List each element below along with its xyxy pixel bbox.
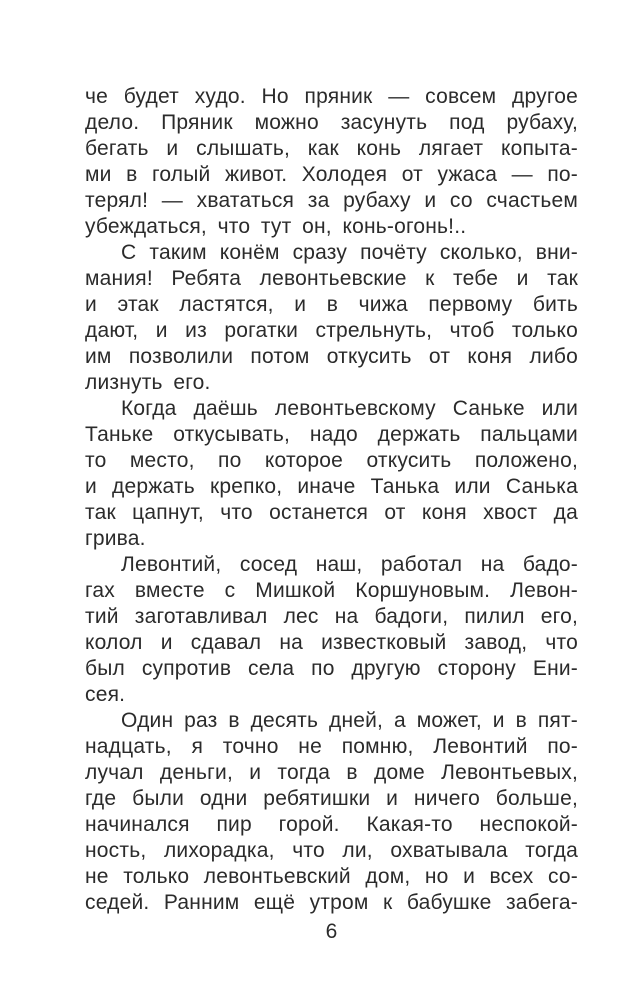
text-line: лизнуть его. (85, 371, 211, 394)
text-line: Когда даёшь левонтьевскому Саньке или (121, 397, 578, 420)
text-line: им позволили потом откусить от коня либо (85, 345, 578, 368)
text-line: С таким конём сразу почёту сколько, вни- (121, 241, 578, 264)
text-line: че будет худо. Но пряник — совсем другое (85, 85, 578, 108)
text-line: колол и сдавал на известковый завод, что (85, 631, 578, 654)
text-line: сея. (85, 683, 126, 706)
text-line: бегать и слышать, как конь лягает копыта- (85, 137, 578, 160)
text-block (85, 84, 578, 916)
text-line: лучал деньги, и тогда в доме Левонтьевых, (85, 761, 578, 784)
text-line: где были одни ребятишки и ничего больше, (85, 787, 578, 810)
text-line: дают, и из рогатки стрельнуть, чтоб только (85, 319, 578, 342)
text-line: так цапнут, что останется от коня хвост да (85, 501, 578, 524)
text-line: то место, по которое откусить положено, (85, 449, 578, 472)
text-line: Левонтий, сосед наш, работал на бадо- (121, 553, 578, 576)
text-line: терял! — хвататься за рубаху и со счастьем (85, 189, 578, 212)
text-line: ми в голый живот. Холодея от ужаса — по- (85, 163, 578, 186)
paragraph (85, 396, 578, 552)
paragraph (85, 84, 578, 240)
page-number: 6 (325, 920, 338, 943)
paragraph (85, 708, 578, 916)
text-line: и держать крепко, иначе Танька или Санька (85, 475, 578, 498)
text-line: был супротив села по другую сторону Ени- (85, 657, 578, 680)
text-line: Один раз в десять дней, а может, и в пят- (121, 709, 578, 732)
paragraph (85, 552, 578, 708)
text-line: гах вместе с Мишкой Коршуновым. Левон- (85, 579, 578, 602)
text-line: убеждаться, что тут он, конь-огонь!.. (85, 215, 467, 238)
paragraph (85, 240, 578, 396)
text-line: мания! Ребята левонтьевские к тебе и так (85, 267, 578, 290)
text-line: дело. Пряник можно засунуть под рубаху, (85, 111, 578, 134)
text-line: не только левонтьевский дом, но и всех со- (85, 865, 578, 888)
text-line: седей. Ранним ещё утром к бабушке забега- (85, 891, 578, 914)
text-line: и этак ластятся, и в чижа первому бить (85, 293, 578, 316)
text-line: грива. (85, 527, 146, 550)
text-line: ность, лихорадка, что ли, охватывала тогда (85, 839, 578, 862)
text-line: Таньке откусывать, надо держать пальцами (85, 423, 578, 446)
text-line: надцать, я точно не помню, Левонтий по- (85, 735, 578, 758)
text-line: тий заготавливал лес на бадоги, пилил его, (85, 605, 578, 628)
text-line: начинался пир горой. Какая-то неспокой- (85, 813, 578, 836)
